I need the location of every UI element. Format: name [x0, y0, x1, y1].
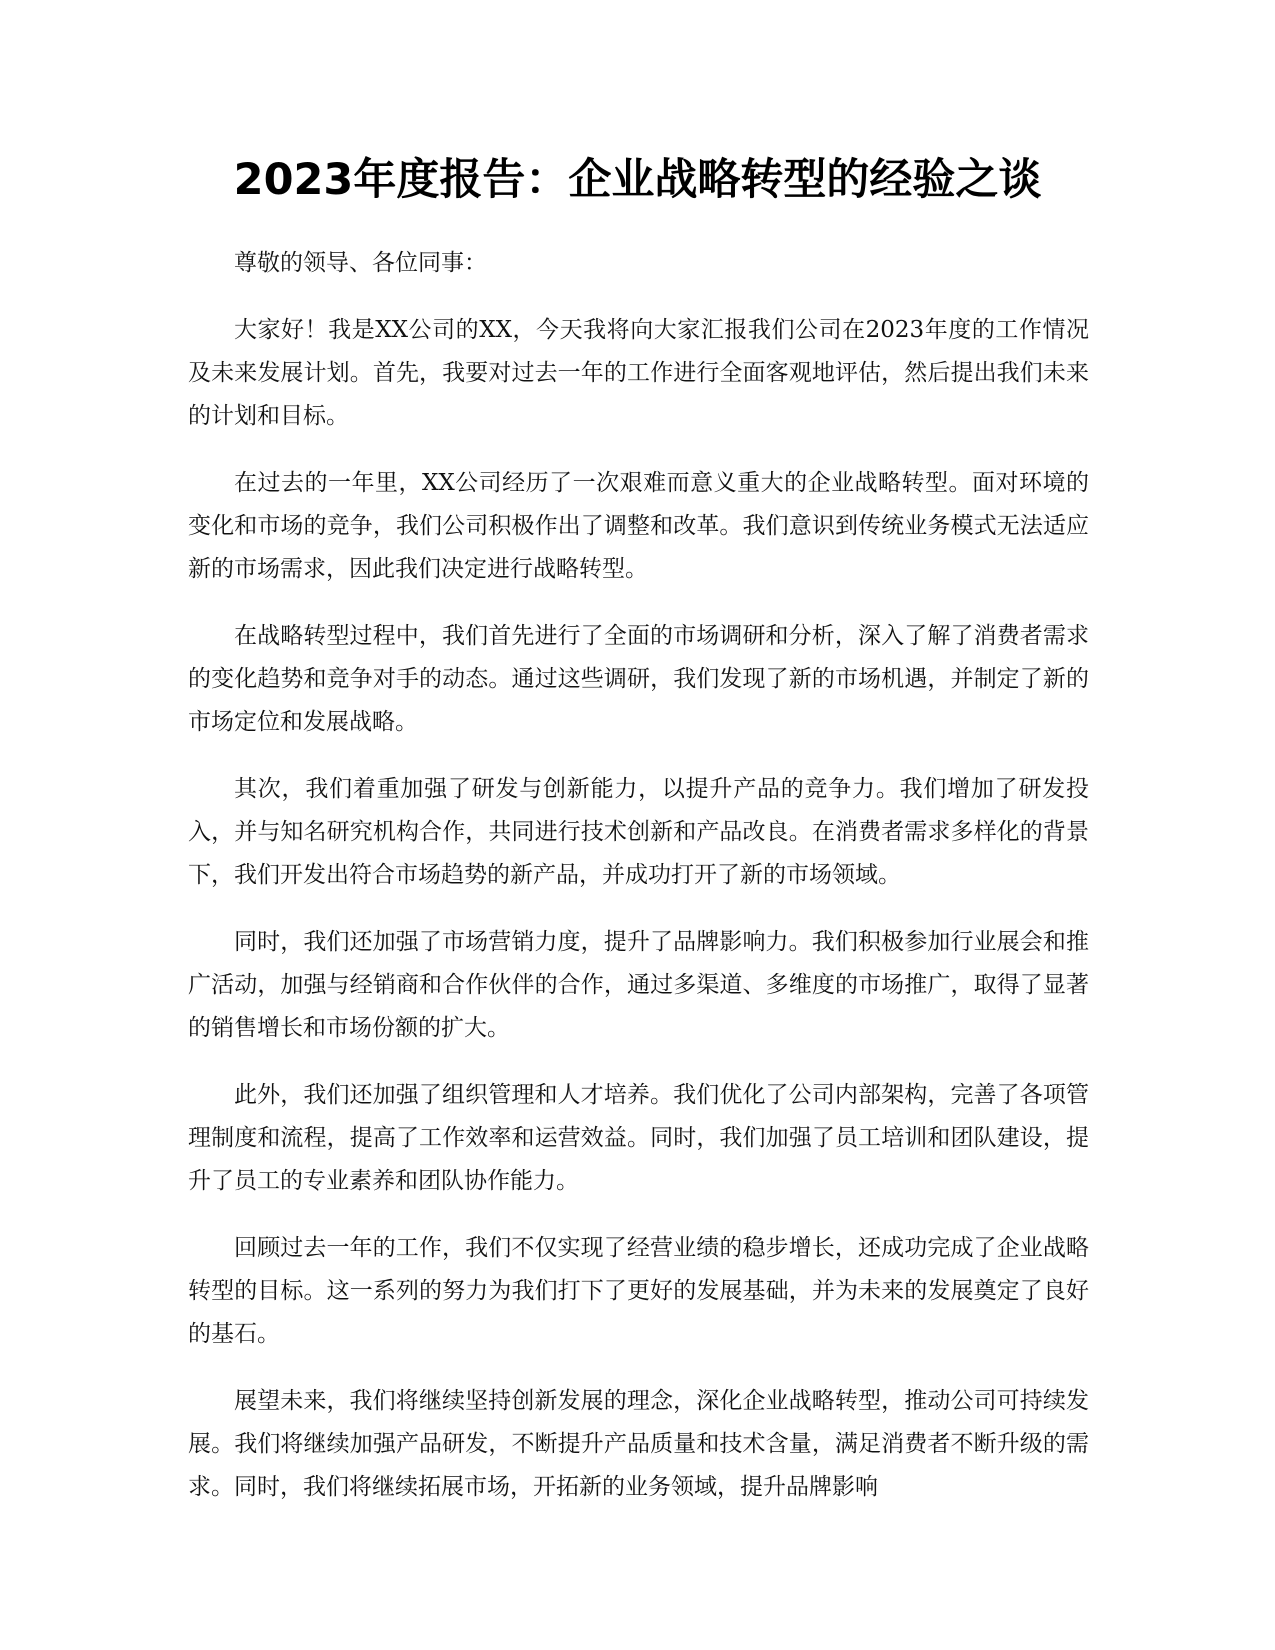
salutation: 尊敬的领导、各位同事：	[234, 250, 487, 276]
paragraph: 同时，我们还加强了市场营销力度，提升了品牌影响力。我们积极参加行业展会和推广活动，加强与经销商和合作伙伴的合作，通过多渠道、多维度的市场推广，取得了显著的销售增长和市场份额的扩大。	[188, 929, 1089, 1041]
paragraph: 回顾过去一年的工作，我们不仅实现了经营业绩的稳步增长，还成功完成了企业战略转型的目标。这一系列的努力为我们打下了更好的发展基础，并为未来的发展奠定了良好的基石。	[188, 1235, 1089, 1347]
document-body	[188, 242, 1089, 1533]
paragraph: 在过去的一年里，XX公司经历了一次艰难而意义重大的企业战略转型。面对环境的变化和市场的竞争，我们公司积极作出了调整和改革。我们意识到传统业务模式无法适应新的市场需求，因此我们决定进行战略转型。	[188, 470, 1089, 582]
paragraph: 大家好！我是XX公司的XX，今天我将向大家汇报我们公司在2023年度的工作情况及未来发展计划。首先，我要对过去一年的工作进行全面客观地评估，然后提出我们未来的计划和目标。	[188, 317, 1089, 429]
paragraph: 此外，我们还加强了组织管理和人才培养。我们优化了公司内部架构，完善了各项管理制度和流程，提高了工作效率和运营效益。同时，我们加强了员工培训和团队建设，提升了员工的专业素养和团队协作能力。	[188, 1082, 1089, 1194]
paragraph: 展望未来，我们将继续坚持创新发展的理念，深化企业战略转型，推动公司可持续发展。我们将继续加强产品研发，不断提升产品质量和技术含量，满足消费者不断升级的需求。同时，我们将继续拓展市场，开拓新的业务领域，提升品牌影响	[188, 1388, 1089, 1500]
paragraph: 在战略转型过程中，我们首先进行了全面的市场调研和分析，深入了解了消费者需求的变化趋势和竞争对手的动态。通过这些调研，我们发现了新的市场机遇，并制定了新的市场定位和发展战略。	[188, 623, 1089, 735]
document-title: 2023年度报告：企业战略转型的经验之谈	[233, 155, 1042, 205]
paragraph: 其次，我们着重加强了研发与创新能力，以提升产品的竞争力。我们增加了研发投入，并与知名研究机构合作，共同进行技术创新和产品改良。在消费者需求多样化的背景下，我们开发出符合市场趋势的新产品，并成功打开了新的市场领域。	[188, 776, 1089, 888]
